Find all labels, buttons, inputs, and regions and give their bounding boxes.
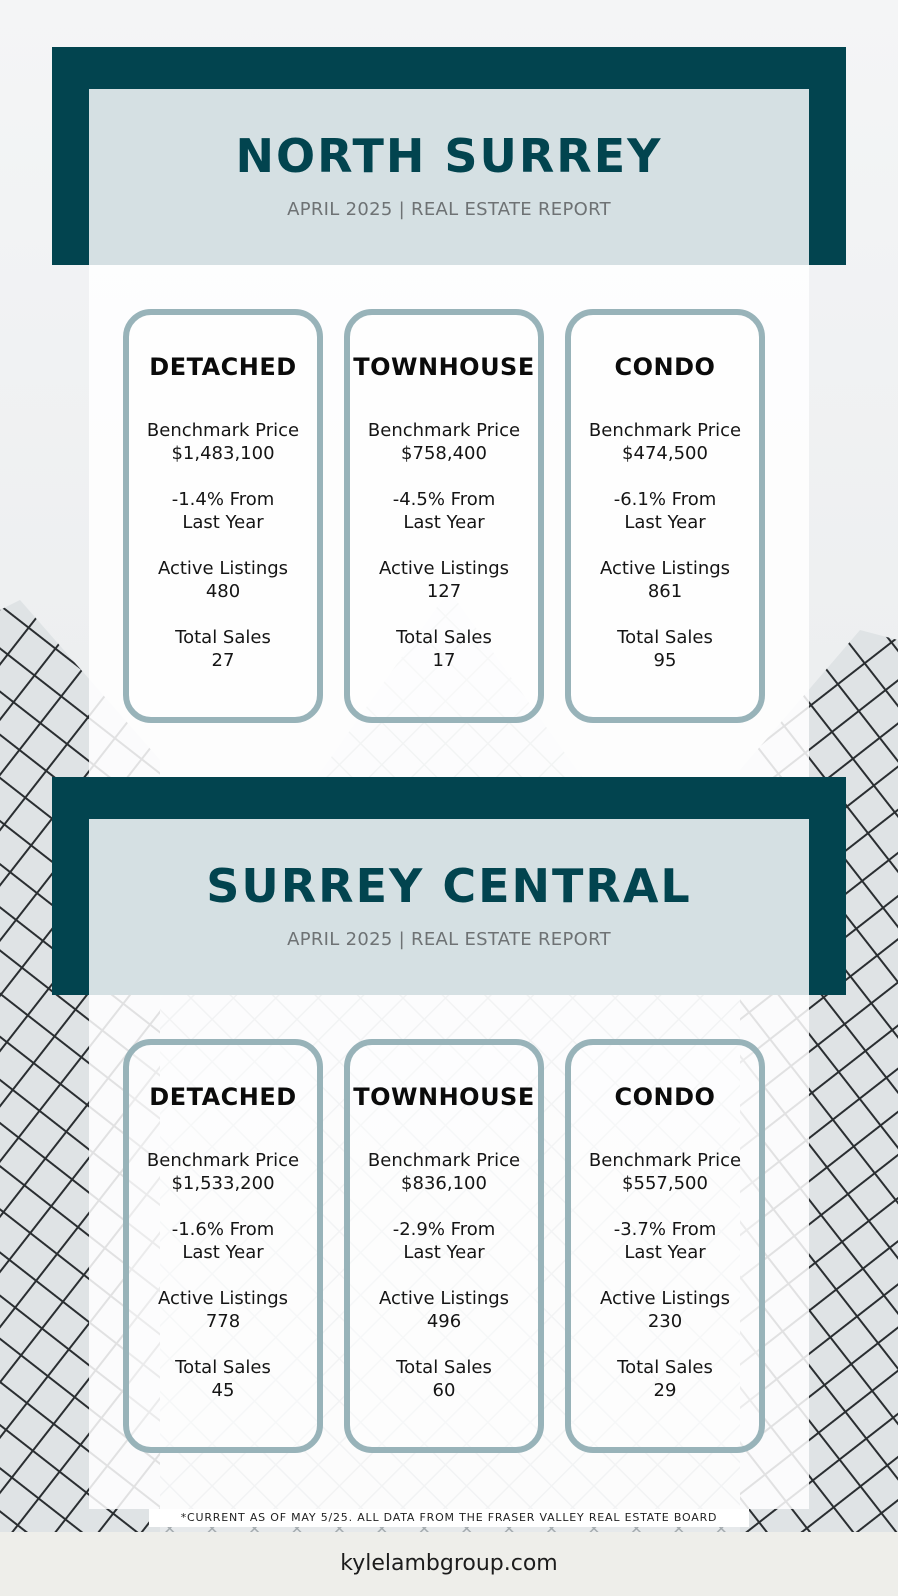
change-suffix: Last Year: [182, 1242, 264, 1263]
change-suffix: Last Year: [624, 512, 706, 533]
active-listings-label: Active Listings: [378, 558, 510, 579]
change-value: -1.6% From: [171, 1219, 275, 1240]
card-title: DETACHED: [149, 353, 297, 381]
active-listings-label: Active Listings: [378, 1288, 510, 1309]
active-listings-value: 480: [205, 581, 241, 602]
change-value: -2.9% From: [392, 1219, 496, 1240]
change-suffix: Last Year: [624, 1242, 706, 1263]
change-suffix: Last Year: [403, 512, 485, 533]
active-listings-label: Active Listings: [157, 558, 289, 579]
total-sales-label: Total Sales: [617, 1357, 713, 1378]
benchmark-price-value: $474,500: [622, 443, 708, 464]
change-value: -1.4% From: [171, 489, 275, 510]
card-condo: [565, 309, 765, 723]
total-sales-value: 29: [653, 1380, 677, 1401]
active-listings-value: 861: [647, 581, 683, 602]
total-sales-label: Total Sales: [175, 1357, 271, 1378]
total-sales-value: 45: [211, 1380, 235, 1401]
section-subtitle: APRIL 2025 | REAL ESTATE REPORT: [287, 929, 611, 950]
section-title: NORTH SURREY: [235, 129, 663, 183]
total-sales-label: Total Sales: [617, 627, 713, 648]
total-sales-value: 27: [211, 650, 235, 671]
active-listings-label: Active Listings: [157, 1288, 289, 1309]
card-title: CONDO: [614, 1083, 716, 1111]
benchmark-price-value: $836,100: [401, 1173, 487, 1194]
benchmark-price-label: Benchmark Price: [146, 1150, 300, 1171]
benchmark-price-label: Benchmark Price: [367, 420, 521, 441]
total-sales-label: Total Sales: [175, 627, 271, 648]
change-value: -3.7% From: [613, 1219, 717, 1240]
benchmark-price-label: Benchmark Price: [367, 1150, 521, 1171]
change-value: -6.1% From: [613, 489, 717, 510]
data-source-footnote: *CURRENT AS OF MAY 5/25. ALL DATA FROM THE FRASER VALLEY REAL ESTATE BOARD: [149, 1509, 749, 1527]
card-detached: [123, 1039, 323, 1453]
card-condo: [565, 1039, 765, 1453]
total-sales-label: Total Sales: [396, 1357, 492, 1378]
card-title: CONDO: [614, 353, 716, 381]
card-townhouse: [344, 1039, 544, 1453]
benchmark-price-value: $1,533,200: [171, 1173, 275, 1194]
active-listings-value: 127: [426, 581, 462, 602]
active-listings-value: 778: [205, 1311, 241, 1332]
change-suffix: Last Year: [403, 1242, 485, 1263]
card-title: TOWNHOUSE: [353, 353, 535, 381]
section-subtitle: APRIL 2025 | REAL ESTATE REPORT: [287, 199, 611, 220]
website-footer[interactable]: kylelambgroup.com: [0, 1532, 898, 1596]
change-suffix: Last Year: [182, 512, 264, 533]
total-sales-label: Total Sales: [396, 627, 492, 648]
total-sales-value: 95: [653, 650, 677, 671]
section-title: SURREY CENTRAL: [206, 859, 692, 913]
card-title: TOWNHOUSE: [353, 1083, 535, 1111]
total-sales-value: 17: [432, 650, 456, 671]
card-townhouse: [344, 309, 544, 723]
total-sales-value: 60: [432, 1380, 456, 1401]
change-value: -4.5% From: [392, 489, 496, 510]
benchmark-price-value: $758,400: [401, 443, 487, 464]
active-listings-label: Active Listings: [599, 1288, 731, 1309]
benchmark-price-value: $1,483,100: [171, 443, 275, 464]
benchmark-price-label: Benchmark Price: [588, 420, 742, 441]
benchmark-price-value: $557,500: [622, 1173, 708, 1194]
active-listings-value: 230: [647, 1311, 683, 1332]
active-listings-value: 496: [426, 1311, 462, 1332]
active-listings-label: Active Listings: [599, 558, 731, 579]
benchmark-price-label: Benchmark Price: [146, 420, 300, 441]
benchmark-price-label: Benchmark Price: [588, 1150, 742, 1171]
card-detached: [123, 309, 323, 723]
card-title: DETACHED: [149, 1083, 297, 1111]
